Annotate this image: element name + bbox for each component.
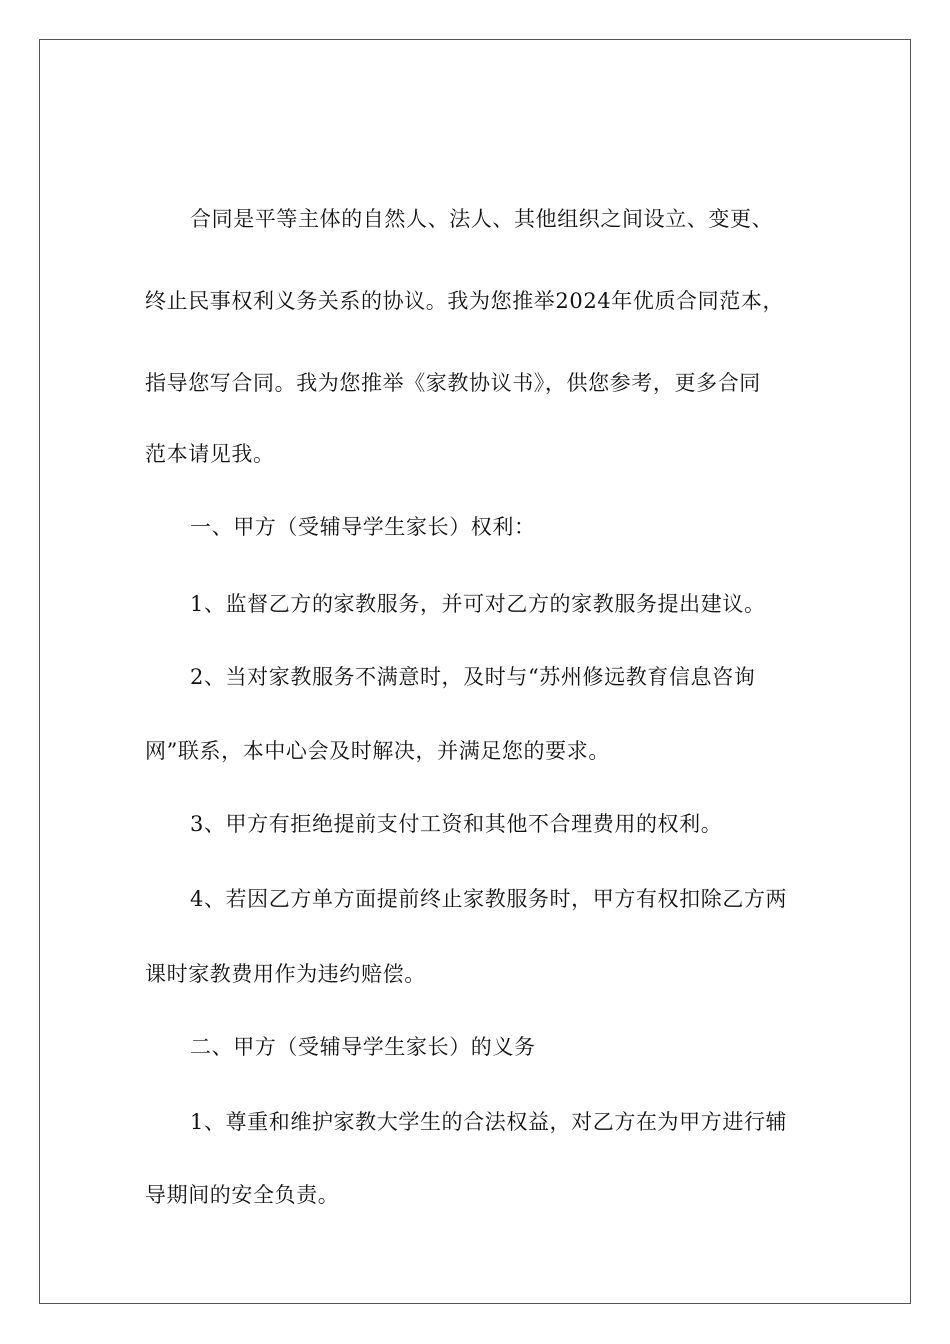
rights-item-1: 1、监督乙方的家教服务，并可对乙方的家教服务提出建议。: [190, 592, 766, 616]
intro-line-3: 指导您写合同。我为您推举《家教协议书》，供您参考，更多合同: [145, 371, 761, 395]
rights-item-4-cont: 课时家教费用作为违约赔偿。: [145, 962, 426, 986]
obligations-item-1: 1、尊重和维护家教大学生的合法权益，对乙方在为甲方进行辅: [190, 1110, 788, 1134]
rights-item-3: 3、甲方有拒绝提前支付工资和其他不合理费用的权利。: [190, 812, 723, 836]
section-heading-rights: 一、甲方（受辅导学生家长）权利：: [190, 515, 536, 539]
section-heading-obligations: 二、甲方（受辅导学生家长）的义务: [190, 1035, 536, 1059]
intro-line-1: 合同是平等主体的自然人、法人、其他组织之间设立、变更、: [190, 207, 774, 231]
obligations-item-1-cont: 导期间的安全负责。: [145, 1183, 340, 1207]
rights-item-4: 4、若因乙方单方面提前终止家教服务时，甲方有权扣除乙方两: [190, 887, 788, 911]
intro-line-4: 范本请见我。: [145, 442, 275, 466]
intro-line-2: 终止民事权利义务关系的协议。我为您推举2024年优质合同范本，: [145, 289, 785, 313]
rights-item-2: 2、当对家教服务不满意时，及时与“苏州修远教育信息咨询: [190, 665, 756, 689]
rights-item-2-cont: 网”联系，本中心会及时解决，并满足您的要求。: [145, 739, 610, 763]
